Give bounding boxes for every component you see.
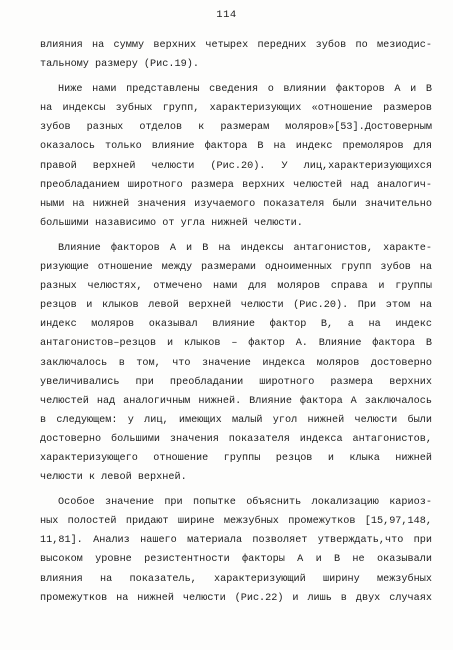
text-line: правой верхней челюсти (Рис.20). У лиц,характеризующихся (40, 160, 432, 172)
text-line: ных полостей придают ширине межзубных промежутков [15,97,148, (40, 516, 432, 528)
page-number: 114 (216, 9, 237, 21)
text-line: ными на нижней значения изучаемого показателя были значительно (40, 198, 432, 210)
text-line: резцов и клыков левой верхней челюсти (Рис.20). При этом на (40, 300, 432, 312)
text-line: влияния на сумму верхних четырех передних зубов по мезиодис- (40, 40, 432, 51)
text-line: челюсти к левой верхней. (40, 472, 187, 484)
text-line: оказалось только влияние фактора В на индекс премоляров для (40, 141, 432, 153)
text-line: Особое значение при попытке объяснить локализацию кариоз- (58, 497, 432, 509)
text-line: преобладанием широтного размера верхних челюстей над аналогич- (40, 179, 432, 191)
text-line: индекс моляров оказывал влияние фактор В, а на индекс (40, 319, 432, 331)
text-line: челюстей над аналогичным нижней. Влияние фактора А заключалось (40, 395, 432, 407)
text-line: Ниже нами представлены сведения о влиянии факторов А и В (58, 84, 432, 96)
paragraph (40, 36, 432, 74)
paragraph (40, 239, 432, 487)
text-line: зубов разных отделов к размерам моляров»[53].Достоверным (40, 122, 432, 134)
text-line: влияния на показатель, характеризующий ширину межзубных (40, 573, 432, 585)
text-line: высоком уровне резистентности факторы А и В не оказывали (40, 554, 432, 566)
text-line: разных челюстях, отмечено нами для моляров справа и группы (40, 281, 432, 293)
text-line: на индексы зубных групп, характеризующих «отношение размеров (40, 103, 432, 115)
text-line: антагонистов–резцов и клыков – фактор А. Влияние фактора В (40, 338, 432, 350)
text-line: достоверно большими значения показателя индекса антагонистов, (40, 433, 432, 445)
text-line: промежутков на нижней челюсти (Рис.22) и лишь в двух случаях (40, 592, 432, 604)
paragraph (40, 493, 432, 608)
body-text (40, 36, 432, 614)
paragraph (40, 80, 432, 233)
text-line: в следующем: у лиц, имеющих малый угол нижней челюсти были (40, 414, 432, 426)
text-line: тальному размеру (Рис.19). (40, 59, 199, 71)
text-line: 11,81]. Анализ нашего материала позволяет утверждать,что при (40, 535, 432, 547)
text-line: ризующие отношение между размерами одноименных групп зубов на (40, 262, 432, 274)
text-line: Влияние факторов А и В на индексы антагонистов, характе- (58, 242, 432, 254)
text-line: характеризующего отношение группы резцов и клыка нижней (40, 452, 432, 464)
text-line: увеличивались при преобладании широтного размера верхних (40, 376, 432, 388)
text-line: большими назависимо от угла нижней челюсти. (40, 217, 303, 229)
text-line: заключалось в том, что значение индекса моляров достоверно (40, 357, 432, 369)
